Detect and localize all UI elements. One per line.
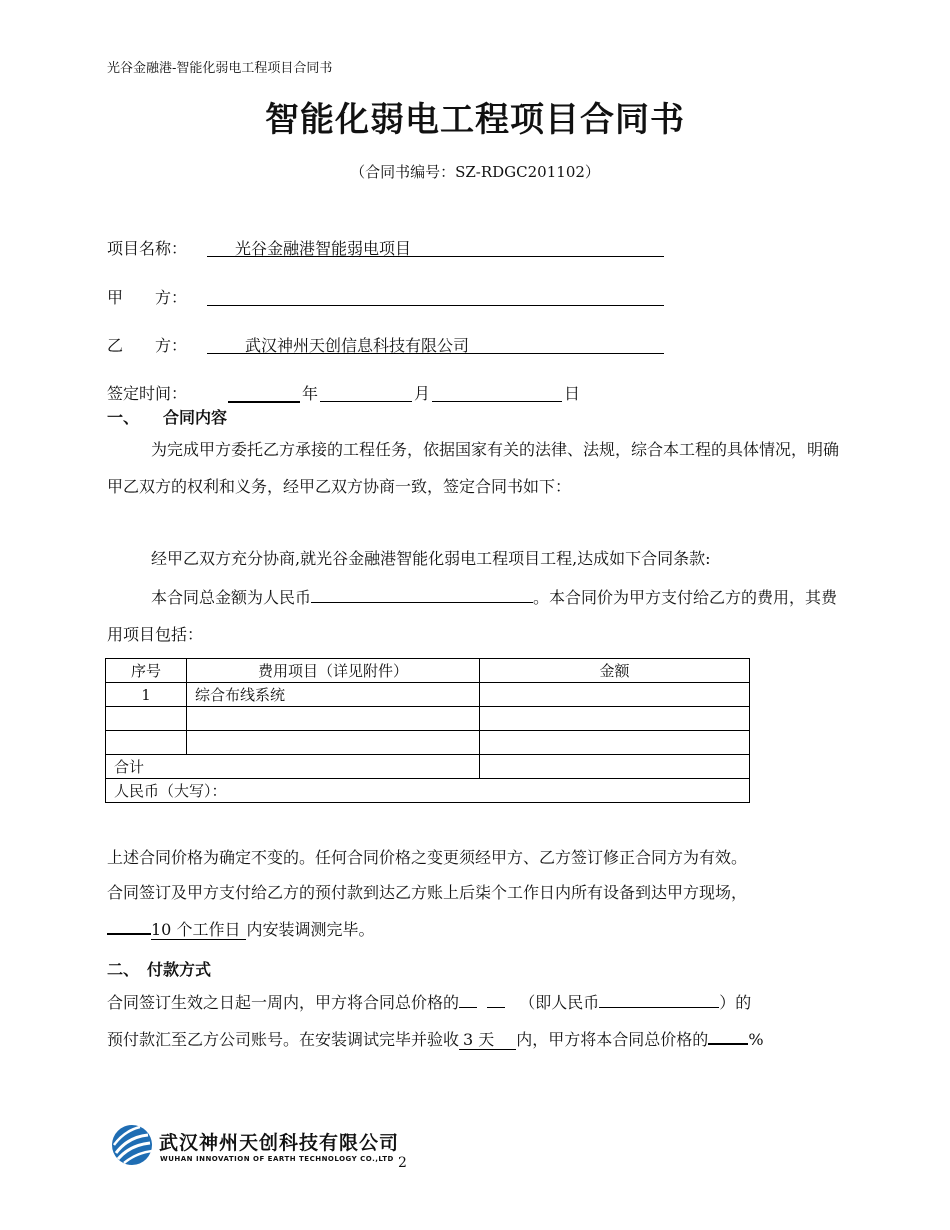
- section1-paragraph1: 为完成甲方委托乙方承接的工程任务，依据国家有关的法律、法规，综合本工程的具体情况，明确甲乙双方的权利和义务，经甲乙双方协商一致，签定合同书如下：: [107, 440, 840, 496]
- total-amount-cell: [480, 755, 750, 779]
- table-header-row: [106, 659, 750, 683]
- table-row: [106, 683, 750, 707]
- party-b-field: [207, 333, 664, 354]
- document-title: 智能化弱电工程项目合同书: [265, 100, 685, 140]
- party-a-label: 甲 方：: [107, 288, 188, 307]
- prepay-rest: ）的: [719, 993, 752, 1012]
- cell-amount: [480, 707, 750, 731]
- table-row: [106, 707, 750, 731]
- final-percent-blank: [708, 1025, 748, 1045]
- acceptance-rest: 内，甲方将本合同总价格的: [516, 1030, 709, 1049]
- rmb-uppercase-label: 人民币（大写）：: [106, 779, 750, 803]
- party-b-label: 乙 方：: [107, 336, 188, 355]
- prepay-label: 合同签订生效之日起一周内，甲方将合同总价格的: [107, 993, 460, 1012]
- cell-item: [187, 731, 480, 755]
- project-name-label: 项目名称：: [107, 239, 188, 258]
- day-label: 日: [564, 384, 581, 403]
- install-days-rest: 内安装调测完毕。: [246, 920, 375, 939]
- prepay-rmb-blank: [599, 989, 719, 1008]
- prepay-rmb-label: （即人民币: [519, 993, 600, 1012]
- cell-no: [106, 731, 187, 755]
- prepay-percent-blank2: [487, 989, 505, 1008]
- cell-no: 1: [106, 683, 187, 707]
- total-amount-blank: [311, 584, 533, 603]
- year-label: 年: [302, 384, 319, 403]
- delivery-paragraph: 合同签订及甲方支付给乙方的预付款到达乙方账上后柒个工作日内所有设备到达甲方现场，: [107, 883, 748, 902]
- col-header-item: 费用项目（详见附件）: [187, 659, 480, 683]
- section1-heading: 一、 合同内容: [107, 408, 228, 427]
- payment-paragraph1: [107, 984, 847, 1021]
- cell-item: 综合布线系统: [187, 683, 480, 707]
- date-year-blank: [228, 381, 300, 403]
- party-b-value: 武汉神州天创信息科技有限公司: [245, 336, 470, 355]
- table-row: [106, 731, 750, 755]
- acceptance-days-value: 3 天: [459, 1030, 516, 1050]
- contract-number: （合同书编号：SZ-RDGC201102）: [350, 163, 600, 181]
- col-header-amount: 金额: [480, 659, 750, 683]
- table-total-row: [106, 755, 750, 779]
- total-label: 合计: [106, 755, 480, 779]
- project-name-field: [207, 236, 664, 257]
- install-days-value: 10 个工作日: [151, 920, 246, 940]
- total-amount-rest: 。本合同价为甲方支付给乙方的费用，其费用项目包括：: [107, 588, 838, 644]
- acceptance-label: 预付款汇至乙方公司账号。在安装调试完毕并验收: [107, 1030, 460, 1049]
- section1-paragraph2: 经甲乙双方充分协商,就光谷金融港智能化弱电工程项目工程,达成如下合同条款:: [151, 549, 711, 568]
- party-a-field: [207, 285, 664, 306]
- installation-paragraph: [107, 911, 847, 948]
- section1-paragraph3: [107, 579, 847, 653]
- col-header-no: 序号: [106, 659, 187, 683]
- install-blank: [107, 915, 151, 935]
- section2-heading: 二、 付款方式: [107, 960, 212, 979]
- date-month-blank: [320, 381, 412, 402]
- running-header: 光谷金融港-智能化弱电工程项目合同书: [107, 61, 333, 76]
- payment-paragraph2: [107, 1021, 847, 1058]
- cell-amount: [480, 731, 750, 755]
- company-logo-icon: [110, 1123, 154, 1171]
- prepay-percent-blank: [459, 989, 477, 1008]
- price-fixed-paragraph: 上述合同价格为确定不变的。任何合同价格之变更须经甲方、乙方签订修正合同方为有效。: [107, 848, 748, 867]
- date-day-blank: [432, 381, 562, 402]
- month-label: 月: [414, 384, 431, 403]
- page-number: 2: [398, 1155, 407, 1171]
- cell-no: [106, 707, 187, 731]
- project-name-value: 光谷金融港智能弱电项目: [235, 239, 412, 258]
- company-name-cn: 武汉神州天创科技有限公司: [159, 1132, 400, 1154]
- signing-date-label: 签定时间：: [107, 384, 188, 403]
- fee-table: [105, 658, 750, 803]
- percent-sign: %: [748, 1030, 764, 1049]
- table-rmb-row: [106, 779, 750, 803]
- cell-amount: [480, 683, 750, 707]
- total-amount-label: 本合同总金额为人民币: [151, 588, 312, 607]
- company-name-en: WUHAN INNOVATION OF EARTH TECHNOLOGY CO.,LTD: [160, 1155, 394, 1163]
- cell-item: [187, 707, 480, 731]
